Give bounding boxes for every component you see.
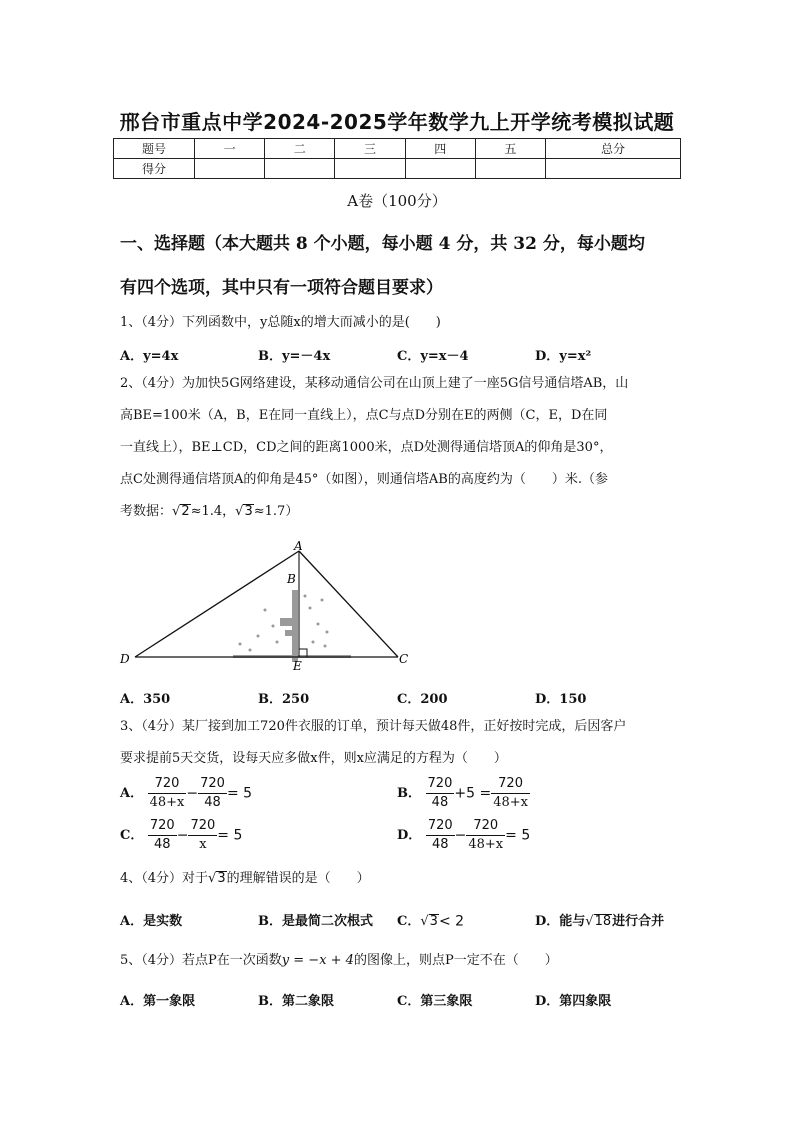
q5-option-d[interactable]: D．第四象限 bbox=[535, 994, 612, 1009]
option-label: A． bbox=[120, 786, 144, 801]
table-cell: 四 bbox=[405, 139, 475, 159]
denominator: 48 bbox=[431, 795, 449, 810]
numerator: 720 bbox=[426, 817, 455, 836]
radicand: 2 bbox=[181, 504, 190, 519]
question-3-stem bbox=[120, 711, 680, 775]
sqrt-symbol: √ bbox=[235, 504, 244, 519]
table-cell: 一 bbox=[195, 139, 265, 159]
tower-shading bbox=[292, 590, 298, 662]
denominator: x bbox=[199, 837, 207, 852]
q4-option-d[interactable] bbox=[535, 910, 664, 929]
q3-option-a[interactable] bbox=[120, 775, 252, 812]
sqrt-symbol: √ bbox=[172, 504, 181, 519]
numerator: 720 bbox=[148, 817, 177, 836]
q1-option-a[interactable]: A．y=4x bbox=[120, 349, 179, 364]
denominator: 48 bbox=[431, 837, 449, 852]
speckle bbox=[272, 625, 275, 628]
numerator: 720 bbox=[466, 817, 505, 836]
fraction bbox=[148, 817, 177, 854]
option-label: B． bbox=[397, 786, 421, 801]
text-line: 点C处测得通信塔顶A的仰角是45°（如图），则通信塔AB的高度约为（ ）米.（参 bbox=[120, 472, 608, 487]
speckle bbox=[304, 595, 307, 598]
section-heading-line: 有四个选项，其中只有一项符合题目要求） bbox=[120, 278, 443, 298]
speckle bbox=[249, 649, 252, 652]
score-cell[interactable] bbox=[546, 159, 681, 179]
speckle bbox=[326, 631, 329, 634]
fraction bbox=[491, 775, 530, 812]
question-4-stem bbox=[120, 863, 680, 895]
tower-shading bbox=[280, 618, 292, 626]
numerator: 720 bbox=[426, 775, 455, 794]
text: ≈1.7） bbox=[253, 504, 299, 519]
speckle bbox=[312, 641, 315, 644]
point-label-a: A bbox=[294, 539, 303, 553]
q1-option-c[interactable]: C．y=x－4 bbox=[397, 349, 469, 364]
numerator: 720 bbox=[188, 817, 217, 836]
equation-rhs: = 5 bbox=[505, 827, 531, 844]
table-cell: 题号 bbox=[114, 139, 195, 159]
q2-option-d[interactable]: D．150 bbox=[535, 692, 587, 707]
text-line bbox=[120, 496, 680, 528]
equation-rhs: = 5 bbox=[226, 785, 253, 802]
question-5-stem bbox=[120, 945, 680, 977]
q4-option-c[interactable] bbox=[397, 910, 464, 930]
fraction bbox=[198, 775, 227, 812]
radicand: 3 bbox=[429, 914, 438, 929]
q4-option-a[interactable]: A．是实数 bbox=[120, 914, 183, 929]
question-1-stem: 1、（4分）下列函数中，y总随x的增大而减小的是( ) bbox=[120, 315, 441, 330]
radicand: 3 bbox=[217, 871, 226, 886]
text: 5、（4分）若点P在一次函数 bbox=[120, 953, 282, 968]
line-da bbox=[135, 551, 299, 657]
score-table bbox=[113, 138, 681, 179]
score-cell[interactable] bbox=[335, 159, 405, 179]
speckle bbox=[309, 607, 312, 610]
score-table-header-row bbox=[114, 139, 681, 159]
score-cell[interactable] bbox=[405, 159, 475, 179]
text: 进行合并 bbox=[612, 914, 665, 929]
text: 的图像上，则点P一定不在（ ） bbox=[353, 953, 558, 968]
q5-option-b[interactable]: B．第二象限 bbox=[258, 994, 334, 1009]
speckle bbox=[257, 635, 260, 638]
sqrt-symbol: √ bbox=[208, 871, 217, 886]
text-line: 要求提前5天交货，设每天应多做x件，则x应满足的方程为（ ） bbox=[120, 751, 507, 766]
speckle bbox=[264, 609, 267, 612]
text-line: 2、（4分）为加快5G网络建设，某移动通信公司在山顶上建了一座5G信号通信塔AB，山 bbox=[120, 376, 629, 391]
denominator: 48 bbox=[154, 837, 171, 852]
fraction bbox=[426, 775, 455, 812]
point-label-b: B bbox=[287, 572, 296, 586]
tower-figure bbox=[115, 538, 415, 673]
option-label: C． bbox=[120, 828, 144, 843]
figure-speckle bbox=[233, 590, 351, 662]
option-label: D． bbox=[397, 828, 422, 843]
numerator: 720 bbox=[198, 775, 227, 794]
fraction bbox=[466, 817, 505, 854]
speckle bbox=[317, 623, 320, 626]
table-cell: 得分 bbox=[114, 159, 195, 179]
fraction bbox=[148, 775, 187, 812]
radicand: 3 bbox=[244, 504, 253, 519]
section-heading bbox=[120, 222, 690, 310]
point-label-e: E bbox=[293, 659, 302, 673]
numerator: 720 bbox=[491, 775, 530, 794]
tower-shading bbox=[285, 630, 293, 636]
q2-option-b[interactable]: B．250 bbox=[258, 692, 310, 707]
denominator: 48 bbox=[204, 795, 221, 810]
inequality-tail: < 2 bbox=[438, 913, 465, 930]
table-cell: 总分 bbox=[546, 139, 681, 159]
denominator: 48+x bbox=[493, 795, 528, 810]
score-cell[interactable] bbox=[475, 159, 545, 179]
text: ≈1.4， bbox=[190, 504, 236, 519]
page-title: 邢台市重点中学2024-2025学年数学九上开学统考模拟试题 bbox=[119, 110, 675, 134]
q2-option-c[interactable]: C．200 bbox=[397, 692, 448, 707]
fraction bbox=[426, 817, 455, 854]
text-line: 3、（4分）某厂接到加工720件衣服的订单，预计每天做48件，正好按时完成，后因客户 bbox=[120, 719, 627, 734]
text: 考数据： bbox=[120, 504, 173, 519]
text: 的理解错误的是（ ） bbox=[226, 871, 370, 886]
sqrt-symbol: √ bbox=[420, 914, 429, 929]
table-cell: 五 bbox=[475, 139, 545, 159]
operator: − bbox=[186, 785, 199, 802]
denominator: 48+x bbox=[149, 795, 185, 810]
operator: − bbox=[454, 827, 467, 844]
q5-option-a[interactable]: A．第一象限 bbox=[120, 994, 196, 1009]
q5-option-c[interactable]: C．第三象限 bbox=[397, 994, 473, 1009]
speckle bbox=[239, 643, 242, 646]
sqrt-symbol: √ bbox=[585, 914, 594, 929]
text-line: 高BE=100米（A，B，E在同一直线上），点C与点D分别在E的两侧（C，E，D在同 bbox=[120, 408, 608, 423]
radicand: 18 bbox=[594, 914, 612, 929]
point-label-d: D bbox=[120, 652, 130, 666]
text-line: 一直线上），BE⊥CD，CD之间的距离1000米，点D处测得通信塔顶A的仰角是30°， bbox=[120, 440, 613, 455]
section-heading-line: 一、选择题（本大题共 8 个小题，每小题 4 分，共 32 分，每小题均 bbox=[120, 234, 645, 254]
table-cell: 三 bbox=[335, 139, 405, 159]
option-label: D．能与 bbox=[535, 914, 586, 929]
speckle bbox=[324, 645, 327, 648]
denominator: 48+x bbox=[468, 837, 504, 852]
score-table-score-row bbox=[114, 159, 681, 179]
fraction bbox=[188, 817, 217, 854]
equation-rhs: = 5 bbox=[217, 827, 243, 844]
speckle bbox=[321, 599, 324, 602]
question-2-stem bbox=[120, 368, 680, 528]
q2-option-a[interactable]: A．350 bbox=[120, 692, 171, 707]
function-expression: y = −x + 4 bbox=[281, 953, 354, 968]
q3-option-d[interactable] bbox=[397, 817, 530, 854]
q4-option-b[interactable]: B．是最简二次根式 bbox=[258, 914, 373, 929]
text: 4、（4分）对于 bbox=[120, 871, 209, 886]
q1-option-d[interactable]: D．y=x² bbox=[535, 349, 592, 364]
q1-option-b[interactable]: B．y=－4x bbox=[258, 349, 331, 364]
q3-option-c[interactable] bbox=[120, 817, 242, 854]
part-a-heading: A卷（100分） bbox=[347, 192, 447, 210]
speckle bbox=[276, 641, 279, 644]
table-cell: 二 bbox=[265, 139, 335, 159]
q3-option-b[interactable] bbox=[397, 775, 530, 812]
score-cell[interactable] bbox=[265, 159, 335, 179]
numerator: 720 bbox=[148, 775, 187, 794]
operator: − bbox=[176, 827, 189, 844]
operator: +5 = bbox=[454, 785, 492, 802]
option-label: C． bbox=[397, 914, 421, 929]
point-label-c: C bbox=[399, 652, 409, 666]
score-cell[interactable] bbox=[195, 159, 265, 179]
